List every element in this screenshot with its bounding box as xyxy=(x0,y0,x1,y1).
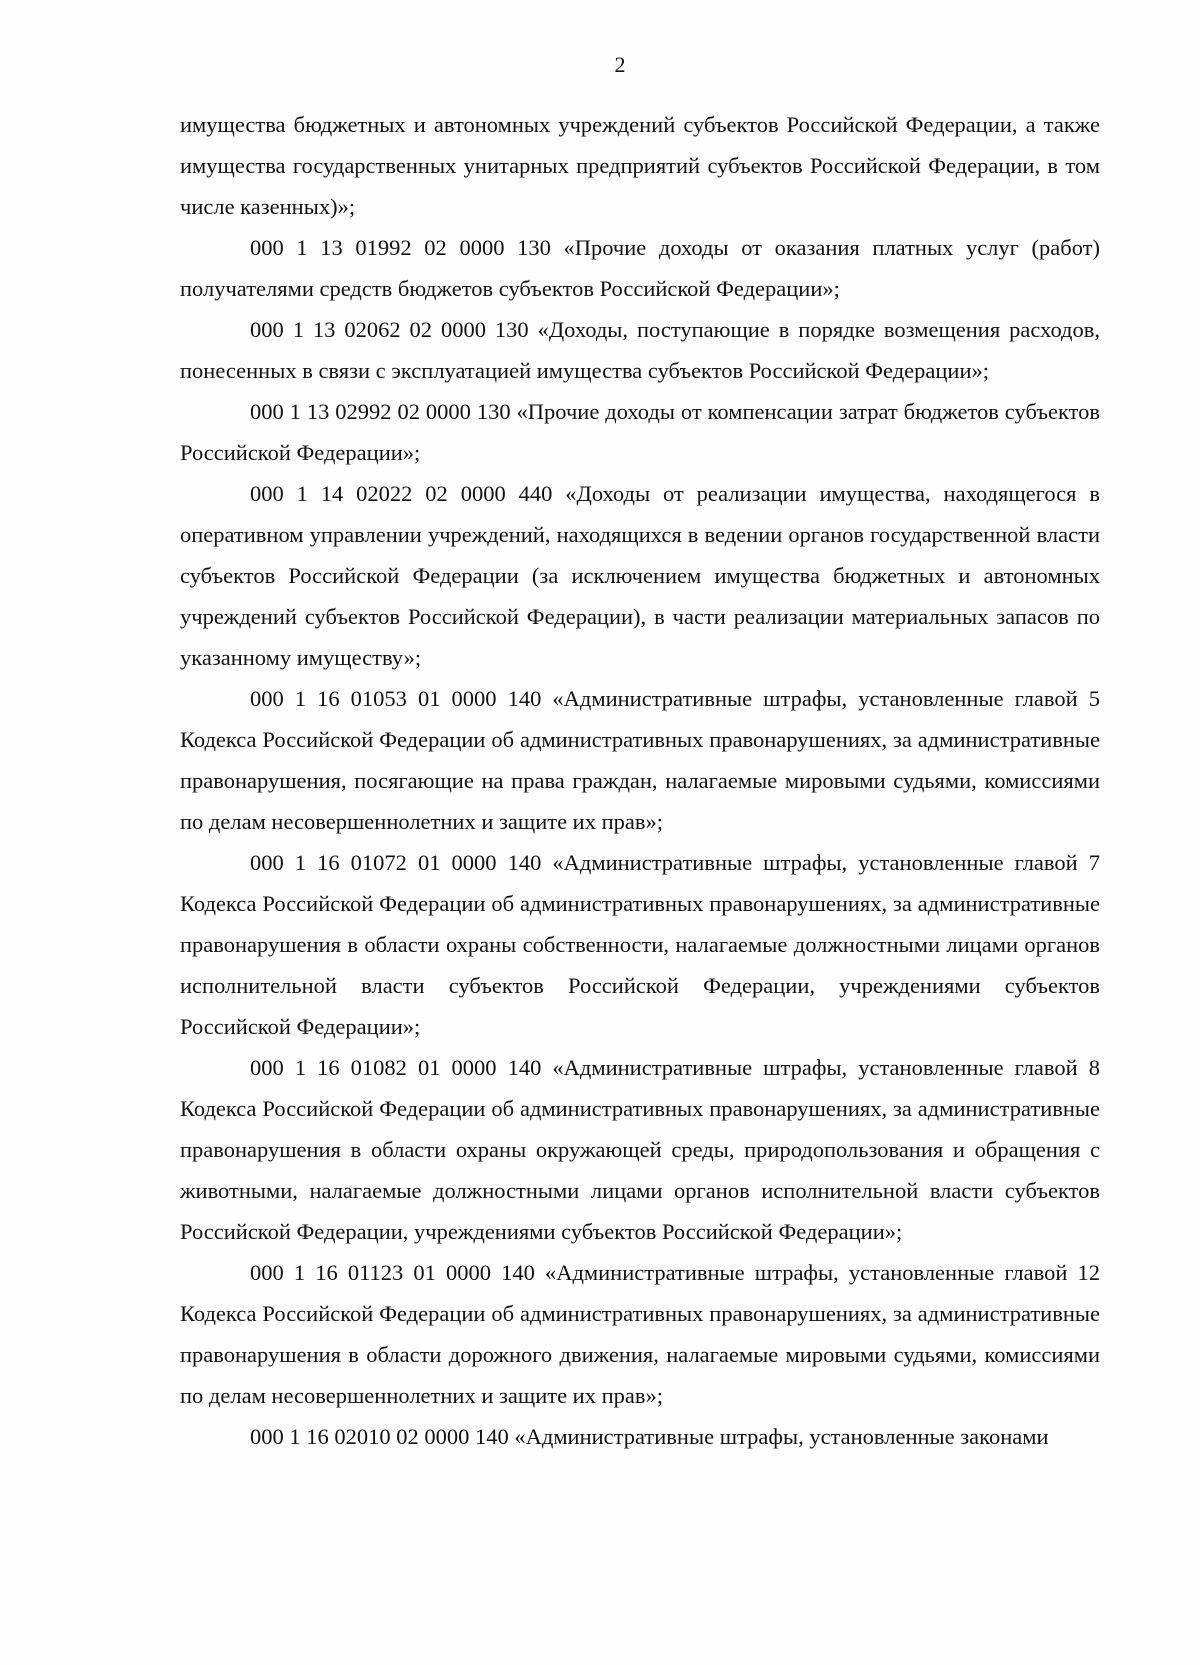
paragraph-code-1-16-01082: 000 1 16 01082 01 0000 140 «Административные штрафы, установленные главой 8 Кодекса Российской Федерации об административных правонарушениях, за административные правонарушения в области охраны окружающей среды, природопользования и обращения с животными, налагаемые должностными лицами органов исполнительной власти субъектов Российской Федерации, учреждениями субъектов Российской Федерации»; xyxy=(180,1055,1100,1244)
paragraph-code-1-13-02992: 000 1 13 02992 02 0000 130 «Прочие доходы от компенсации затрат бюджетов субъектов Российской Федерации»; xyxy=(180,399,1100,465)
paragraph-code-1-16-01123: 000 1 16 01123 01 0000 140 «Административные штрафы, установленные главой 12 Кодекса Российской Федерации об административных правонарушениях, за административные правонарушения в области дорожного движения, налагаемые мировыми судьями, комиссиями по делам несовершеннолетних и защите их прав»; xyxy=(180,1260,1100,1408)
paragraph-code-1-16-02010: 000 1 16 02010 02 0000 140 «Административные штрафы, установленные законами xyxy=(250,1424,1049,1449)
paragraph-code-1-13-01992: 000 1 13 01992 02 0000 130 «Прочие доходы от оказания платных услуг (работ) получателями средств бюджетов субъектов Российской Федерации»; xyxy=(180,235,1100,301)
document-body xyxy=(180,104,1100,1457)
paragraph-code-1-14-02022: 000 1 14 02022 02 0000 440 «Доходы от реализации имущества, находящегося в оперативном управлении учреждений, находящихся в ведении органов государственной власти субъектов Российской Федерации (за исключением имущества бюджетных и автономных учреждений субъектов Российской Федерации), в части реализации материальных запасов по указанному имуществу»; xyxy=(180,481,1100,670)
paragraph-code-1-16-01053: 000 1 16 01053 01 0000 140 «Административные штрафы, установленные главой 5 Кодекса Российской Федерации об административных правонарушениях, за административные правонарушения, посягающие на права граждан, налагаемые мировыми судьями, комиссиями по делам несовершеннолетних и защите их прав»; xyxy=(180,686,1100,834)
page-number: 2 xyxy=(614,52,626,77)
paragraph-code-1-13-02062: 000 1 13 02062 02 0000 130 «Доходы, поступающие в порядке возмещения расходов, понесенных в связи с эксплуатацией имущества субъектов Российской Федерации»; xyxy=(180,317,1100,383)
paragraph-continuation: имущества бюджетных и автономных учреждений субъектов Российской Федерации, а также имущества государственных унитарных предприятий субъектов Российской Федерации, в том числе казенных)»; xyxy=(180,112,1100,219)
paragraph-code-1-16-01072: 000 1 16 01072 01 0000 140 «Административные штрафы, установленные главой 7 Кодекса Российской Федерации об административных правонарушениях, за административные правонарушения в области охраны собственности, налагаемые должностными лицами органов исполнительной власти субъектов Российской Федерации, учреждениями субъектов Российской Федерации»; xyxy=(180,850,1100,1039)
